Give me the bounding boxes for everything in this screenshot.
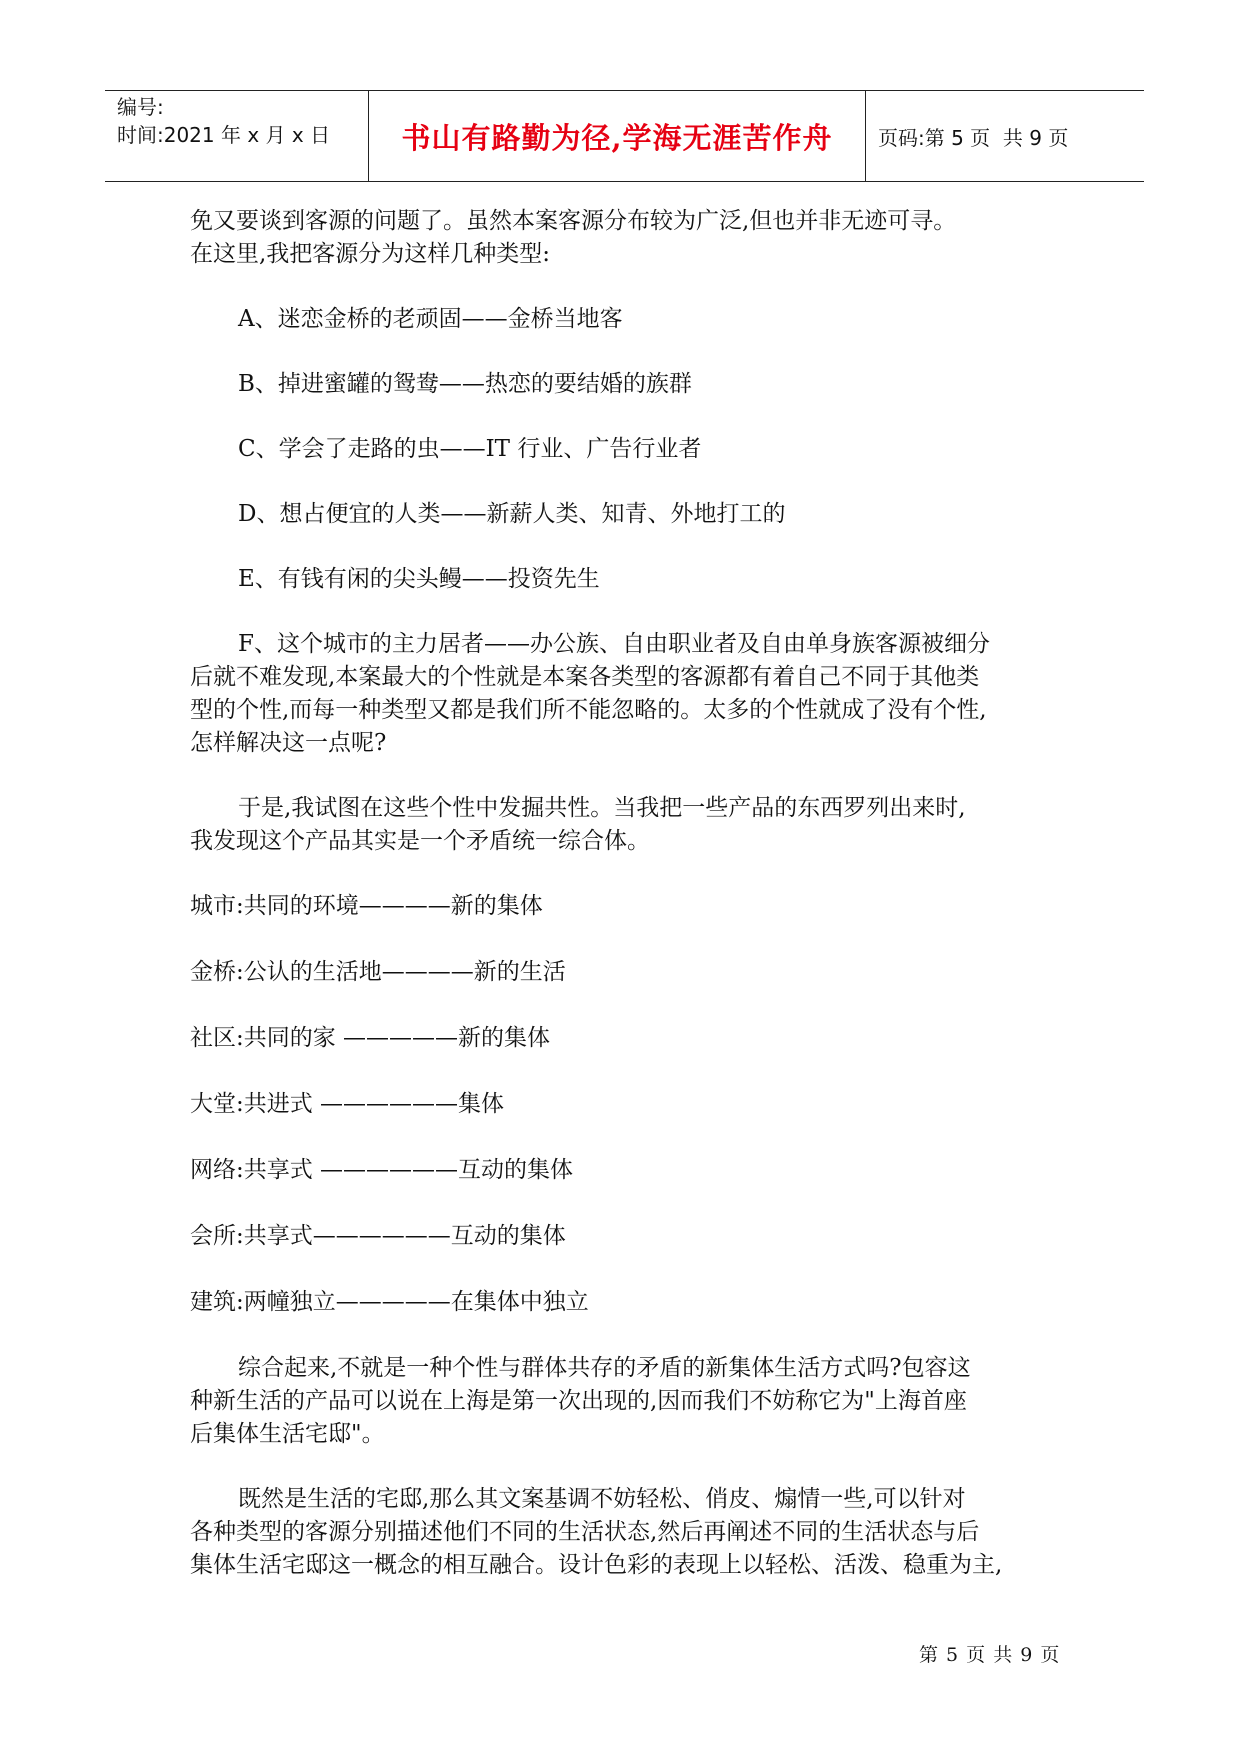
paragraph-line: F、这个城市的主力居者——办公族、自由职业者及自由单身族客源被细分 (238, 631, 990, 657)
document-time-label: 时间:2021 年 x 月 x 日 (117, 123, 331, 147)
header-meta-cell (105, 91, 369, 181)
paragraph-line: 后集体生活宅邸"。 (190, 1421, 385, 1447)
list-item: E、有钱有闲的尖头鳗——投资先生 (238, 566, 600, 592)
document-body (190, 205, 1070, 1614)
paragraph-line: 我发现这个产品其实是一个矛盾统一综合体。 (190, 828, 650, 854)
paragraph-line: 种新生活的产品可以说在上海是第一次出现的,因而我们不妨称它为"上海首座 (190, 1388, 967, 1414)
paragraph-f (190, 628, 1070, 760)
list-item: C、学会了走路的虫——IT 行业、广告行业者 (238, 436, 702, 462)
paragraph-line: 综合起来,不就是一种个性与群体共存的矛盾的新集体生活方式吗?包容这 (238, 1355, 971, 1381)
list-item: D、想占便宜的人类——新薪人类、知青、外地打工的 (238, 501, 786, 527)
pair-line: 金桥:公认的生活地————新的生活 (190, 959, 566, 985)
paragraph-line: 既然是生活的宅邸,那么其文案基调不妨轻松、俏皮、煽情一些,可以针对 (238, 1486, 966, 1512)
pair-line: 建筑:两幢独立—————在集体中独立 (190, 1289, 589, 1315)
paragraph-line: 在这里,我把客源分为这样几种类型: (190, 241, 551, 267)
paragraph-line: 集体生活宅邸这一概念的相互融合。设计色彩的表现上以轻松、活泼、稳重为主, (190, 1552, 1003, 1578)
pair-line: 城市:共同的环境————新的集体 (190, 893, 543, 919)
paragraph-line: 于是,我试图在这些个性中发掘共性。当我把一些产品的东西罗列出来时, (238, 795, 966, 821)
pair-line: 会所:共享式——————互动的集体 (190, 1223, 566, 1249)
header-page-cell (866, 91, 1144, 181)
page-footer-number: 第 5 页 共 9 页 (919, 1644, 1061, 1666)
paragraph-intro (190, 205, 1070, 271)
list-item: A、迷恋金桥的老顽固——金桥当地客 (238, 306, 623, 332)
pair-line: 大堂:共进式 ——————集体 (190, 1091, 505, 1117)
paragraph-line: 型的个性,而每一种类型又都是我们所不能忽略的。太多的个性就成了没有个性, (190, 697, 987, 723)
page-header (105, 90, 1144, 182)
header-motto: 书山有路勤为径,学海无涯苦作舟 (369, 91, 866, 181)
paragraph-commonality (190, 792, 1070, 858)
pair-line: 社区:共同的家 —————新的集体 (190, 1025, 551, 1051)
paragraph-line: 各种类型的客源分别描述他们不同的生活状态,然后再阐述不同的生活状态与后 (190, 1519, 980, 1545)
paragraph-summary (190, 1352, 1070, 1451)
pair-line: 网络:共享式 ——————互动的集体 (190, 1157, 574, 1183)
list-item: B、掉进蜜罐的鸳鸯——热恋的要结婚的族群 (238, 371, 692, 397)
paragraph-line: 怎样解决这一点呢? (190, 730, 387, 756)
document-number-label: 编号: (117, 95, 164, 119)
header-page-label: 页码:第 5 页 共 9 页 (878, 125, 1069, 150)
paragraph-line: 后就不难发现,本案最大的个性就是本案各类型的客源都有着自己不同于其他类 (190, 664, 980, 690)
paragraph-line: 免又要谈到客源的问题了。虽然本案客源分布较为广泛,但也并非无迹可寻。 (190, 208, 957, 234)
paragraph-tone (190, 1483, 1070, 1582)
